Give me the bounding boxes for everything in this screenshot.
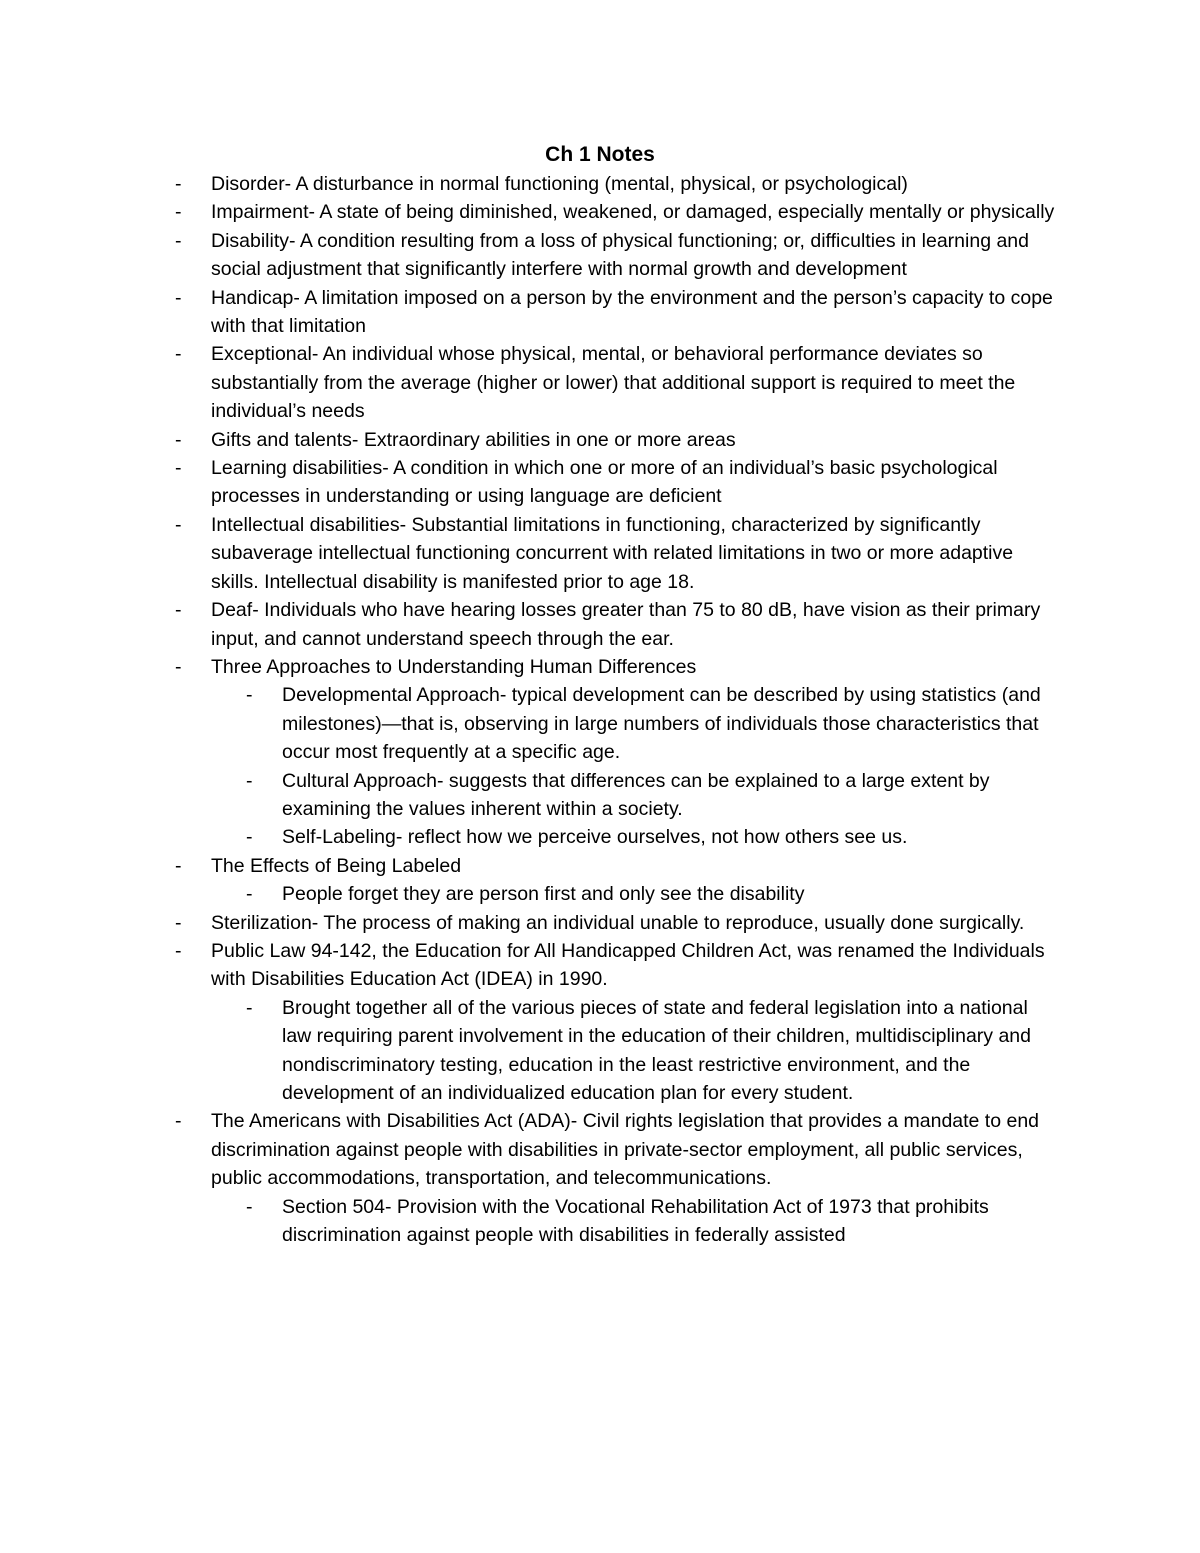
bullet-dash: - bbox=[175, 457, 182, 480]
list-item-text: Section 504- Provision with the Vocational Rehabilitation Act of 1973 that prohibits discrimination against people with disabilities in federally assisted bbox=[282, 1195, 989, 1247]
list-item-text: Deaf- Individuals who have hearing losses greater than 75 to 80 dB, have vision as their primary input, and cannot understand speech through the ear. bbox=[211, 599, 1041, 650]
bullet-dash: - bbox=[175, 343, 182, 366]
bullet-dash: - bbox=[175, 939, 182, 962]
list-item bbox=[0, 653, 1061, 681]
list-item bbox=[0, 511, 1061, 596]
list-item bbox=[0, 909, 1061, 937]
bullet-dash: - bbox=[246, 684, 253, 707]
list-item bbox=[0, 596, 1061, 653]
list-item-text: Sterilization- The process of making an individual unable to reproduce, usually done surgically. bbox=[211, 911, 1025, 934]
bullet-dash: - bbox=[246, 1195, 253, 1218]
list-item-text: People forget they are person first and only see the disability bbox=[282, 883, 805, 906]
bullet-dash: - bbox=[175, 513, 182, 536]
list-item-text: The Americans with Disabilities Act (ADA)- Civil rights legislation that provides a mandate to end discrimination against people with disabilities in private-sector employment, all public services, public accommodations, transportation, and telecommunications. bbox=[211, 1110, 1040, 1190]
list-item-text: Impairment- A state of being diminished, weakened, or damaged, especially mentally or physically bbox=[211, 201, 1055, 224]
list-item-text: Intellectual disabilities- Substantial limitations in functioning, characterized by significantly subaverage intellectual functioning concurrent with related limitations in two or more adaptive skills. Intellectual disability is manifested prior to age 18. bbox=[211, 513, 1014, 593]
list-item bbox=[0, 937, 1061, 994]
bullet-dash: - bbox=[175, 173, 182, 195]
bullet-dash: - bbox=[175, 201, 182, 224]
list-item bbox=[0, 340, 1061, 425]
bullet-dash: - bbox=[175, 428, 182, 451]
list-item-text: Handicap- A limitation imposed on a person by the environment and the person’s capacity to cope with that limitation bbox=[211, 286, 1053, 338]
list-item-text: Public Law 94-142, the Education for All Handicapped Children Act, was renamed the Individuals with Disabilities Education Act (IDEA) in 1990. bbox=[211, 939, 1045, 991]
sub-list-item bbox=[0, 823, 1062, 851]
list-item bbox=[0, 170, 1061, 198]
list-item bbox=[0, 426, 1061, 454]
notes-list bbox=[0, 170, 1200, 1249]
list-item-text: Exceptional- An individual whose physical, mental, or behavioral performance deviates so substantially from the average (higher or lower) that additional support is required to meet the individual’s needs bbox=[211, 343, 1016, 423]
page-title: Ch 1 Notes bbox=[545, 143, 655, 166]
list-item bbox=[0, 1107, 1061, 1192]
list-item-text: Three Approaches to Understanding Human Differences bbox=[211, 655, 697, 678]
list-item-text: The Effects of Being Labeled bbox=[211, 854, 462, 877]
list-item-text: Developmental Approach- typical development can be described by using statistics (and milestones)—that is, observing in large numbers of individuals those characteristics that occur most frequently at a specific age. bbox=[282, 684, 1041, 764]
bullet-dash: - bbox=[175, 286, 182, 309]
list-item bbox=[0, 284, 1061, 341]
bullet-dash: - bbox=[246, 883, 253, 906]
bullet-dash: - bbox=[175, 1110, 182, 1133]
sub-list-item bbox=[0, 880, 1062, 908]
list-item-text: Cultural Approach- suggests that differences can be explained to a large extent by examining the values inherent within a society. bbox=[282, 769, 990, 820]
list-item-text: Self-Labeling- reflect how we perceive ourselves, not how others see us. bbox=[282, 826, 908, 849]
bullet-dash: - bbox=[175, 911, 182, 934]
sub-list-item bbox=[0, 1193, 1062, 1250]
sub-list-item bbox=[0, 767, 1062, 824]
list-item-text: Disorder- A disturbance in normal functioning (mental, physical, or psychological) bbox=[211, 173, 908, 195]
list-item bbox=[0, 198, 1061, 226]
list-item-text: Brought together all of the various pieces of state and federal legislation into a national law requiring parent involvement in the education of their children, multidisciplinary and nondiscriminatory testing, education in the least restrictive environment, and the development of an individualized education plan for every student. bbox=[282, 996, 1031, 1104]
bullet-dash: - bbox=[246, 826, 253, 849]
list-item bbox=[0, 454, 1061, 511]
bullet-dash: - bbox=[246, 996, 253, 1019]
list-item bbox=[0, 227, 1061, 284]
bullet-dash: - bbox=[175, 655, 182, 678]
bullet-dash: - bbox=[175, 599, 182, 622]
bullet-dash: - bbox=[246, 769, 253, 792]
list-item-text: Learning disabilities- A condition in which one or more of an individual’s basic psychological processes in understanding or using language are deficient bbox=[211, 457, 998, 508]
list-item-text: Gifts and talents- Extraordinary abilities in one or more areas bbox=[211, 428, 736, 451]
list-item-text: Disability- A condition resulting from a loss of physical functioning; or, difficulties in learning and social adjustment that significantly interfere with normal growth and development bbox=[211, 229, 1029, 281]
bullet-dash: - bbox=[175, 229, 182, 252]
sub-list-item bbox=[0, 994, 1062, 1108]
bullet-dash: - bbox=[175, 854, 182, 877]
sub-list-item bbox=[0, 681, 1062, 766]
list-item bbox=[0, 852, 1061, 880]
